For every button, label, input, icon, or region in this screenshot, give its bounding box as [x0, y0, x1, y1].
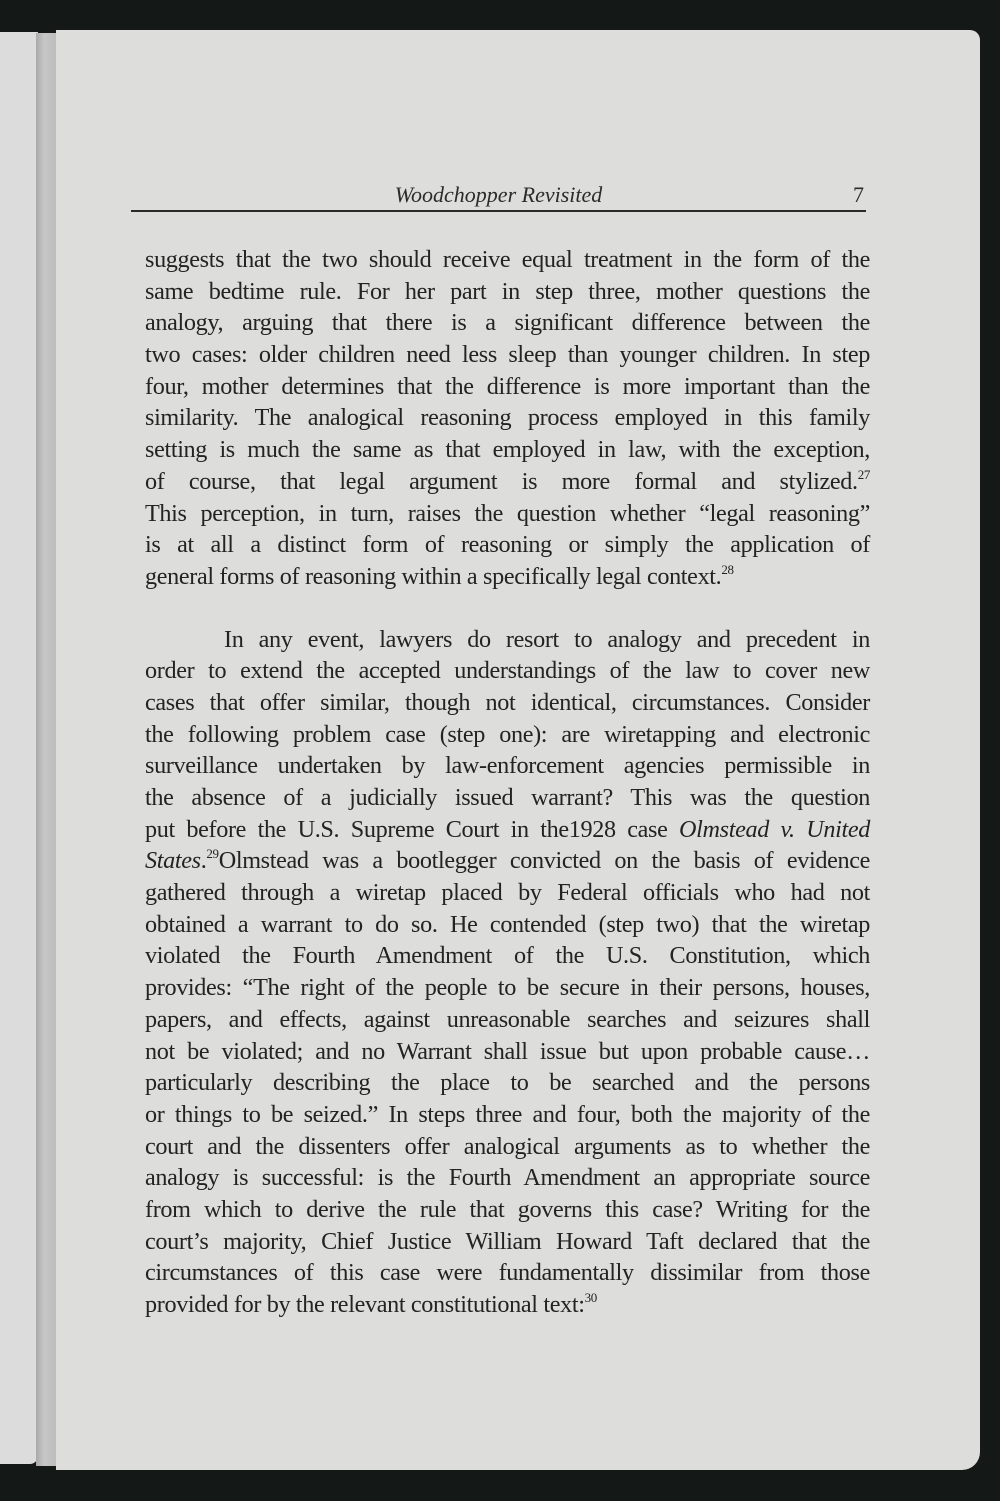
text-segment: not be violated; and no Warrant shall issue but upon probable cause… [145, 1037, 870, 1065]
footnote-marker: 29 [206, 846, 219, 862]
text-line [145, 1257, 870, 1289]
text-segment: setting is much the same as that employed in law, with the exception, [145, 436, 870, 464]
text-line [145, 402, 870, 434]
text-line [145, 624, 870, 656]
italic-case-name: Olmstead v. United [679, 815, 871, 843]
text-line [145, 845, 870, 877]
body-text [145, 244, 870, 1321]
text-line [145, 655, 870, 687]
text-segment: surveillance undertaken by law-enforcement agencies permissible in [145, 752, 870, 780]
paragraph [145, 244, 870, 593]
text-segment: is at all a distinct form of reasoning or simply the application of [145, 531, 870, 559]
text-segment: put before the U.S. Supreme Court in the1928 case [145, 815, 680, 843]
text-segment: cases that offer similar, though not identical, circumstances. Consider [145, 688, 870, 716]
text-line [145, 434, 870, 466]
text-line [145, 339, 870, 371]
text-line [145, 940, 870, 972]
paragraph [145, 624, 870, 1321]
text-segment: gathered through a wiretap placed by Federal officials who had not [145, 879, 870, 907]
text-segment: In any event, lawyers do resort to analogy and precedent in [224, 625, 870, 653]
text-line [145, 1099, 870, 1131]
running-head [131, 176, 866, 212]
text-line [145, 276, 870, 308]
text-segment: the following problem case (step one): are wiretapping and electronic [145, 720, 870, 748]
text-line [145, 244, 870, 276]
page-number: 7 [853, 182, 864, 207]
text-line [145, 529, 870, 561]
text-segment: analogy, arguing that there is a significant difference between the [145, 309, 870, 337]
text-segment: provided for by the relevant constitutional text: [145, 1291, 585, 1318]
text-line [145, 687, 870, 719]
text-line [145, 371, 870, 403]
text-segment: suggests that the two should receive equal treatment in the form of the [145, 246, 870, 273]
text-line [145, 877, 870, 909]
text-segment: circumstances of this case were fundamentally dissimilar from those [145, 1259, 870, 1287]
text-segment: Olmstead was a bootlegger convicted on the basis of evidence [218, 847, 870, 875]
text-segment: analogy is successful: is the Fourth Amendment an appropriate source [145, 1164, 870, 1192]
text-line [145, 466, 870, 498]
text-line [145, 909, 870, 941]
text-segment: particularly describing the place to be searched and the persons [145, 1069, 870, 1097]
book-page [56, 30, 980, 1470]
text-segment: same bedtime rule. For her part in step three, mother questions the [145, 277, 870, 305]
text-line [145, 719, 870, 751]
text-line [145, 1289, 870, 1321]
facing-page-edge [0, 32, 38, 1464]
footnote-marker: 30 [584, 1290, 597, 1305]
footnote-marker: 27 [857, 466, 870, 482]
text-line [145, 307, 870, 339]
text-segment: order to extend the accepted understandings of the law to cover new [145, 657, 870, 685]
text-line [145, 1004, 870, 1036]
footnote-marker: 28 [721, 561, 734, 577]
running-head-title: Woodchopper Revisited [394, 182, 603, 207]
text-line [145, 1194, 870, 1226]
text-segment: court and the dissenters offer analogical arguments as to whether the [145, 1132, 870, 1160]
text-segment: of course, that legal argument is more formal and stylized. [145, 467, 858, 495]
text-segment: obtained a warrant to do so. He contended (step two) that the wiretap [145, 910, 870, 938]
text-segment: or things to be seized.” In steps three and four, both the majority of the [145, 1100, 870, 1128]
text-segment: . [200, 847, 207, 875]
text-segment: from which to derive the rule that governs this case? Writing for the [145, 1195, 870, 1223]
text-line [145, 1162, 870, 1194]
text-segment: four, mother determines that the difference is more important than the [145, 372, 870, 400]
text-segment: violated the Fourth Amendment of the U.S. Constitution, which [145, 942, 870, 970]
text-line [145, 1036, 870, 1068]
text-line [145, 782, 870, 814]
text-segment: two cases: older children need less sleep than younger children. In step [145, 341, 870, 369]
paragraph-gap [145, 593, 870, 624]
text-line [145, 1067, 870, 1099]
text-segment: court’s majority, Chief Justice William Howard Taft declared that the [145, 1227, 870, 1255]
text-line [145, 561, 870, 593]
book-gutter [36, 33, 56, 1466]
text-segment: general forms of reasoning within a specifically legal context. [145, 562, 722, 590]
text-line [145, 814, 870, 846]
text-segment: provides: “The right of the people to be secure in their persons, houses, [145, 974, 870, 1002]
text-line [145, 1226, 870, 1258]
text-line [145, 498, 870, 530]
text-segment: the absence of a judicially issued warrant? This was the question [145, 784, 870, 811]
text-segment: This perception, in turn, raises the question whether “legal reasoning” [145, 499, 870, 527]
text-line [145, 1131, 870, 1163]
italic-case-name: States [145, 847, 201, 875]
text-line [145, 750, 870, 782]
text-segment: papers, and effects, against unreasonable searches and seizures shall [145, 1005, 870, 1033]
text-line [145, 972, 870, 1004]
text-segment: similarity. The analogical reasoning process employed in this family [145, 404, 870, 432]
